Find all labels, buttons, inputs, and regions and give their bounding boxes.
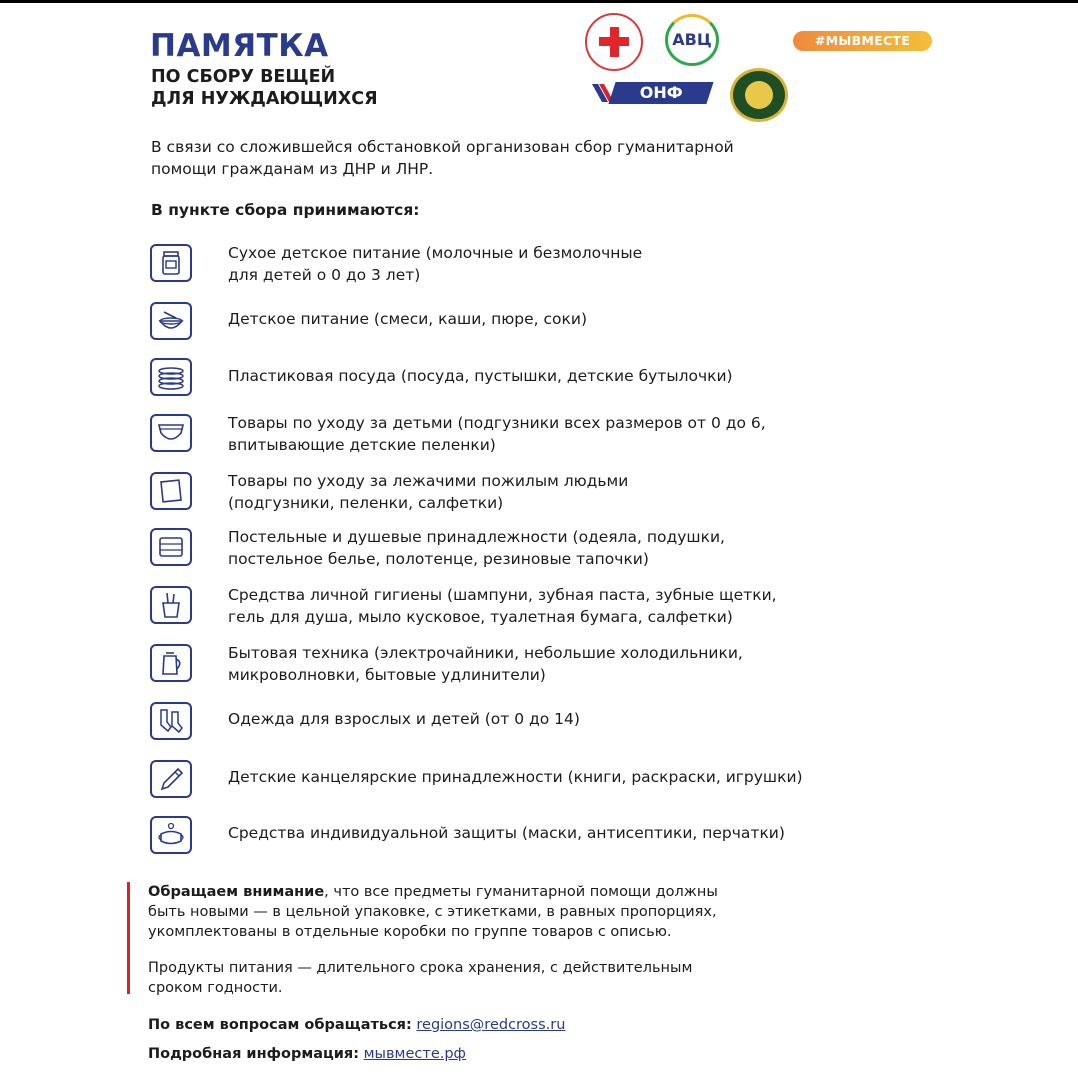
toothbrush-cup-icon	[150, 586, 192, 624]
list-item: Пластиковая посуда (посуда, пустышки, детские бутылочки)	[228, 367, 733, 385]
food-note: Продукты питания — длительного срока хранения, с действительным сроком годности.	[148, 960, 693, 996]
onf-logo	[590, 80, 712, 106]
list-item: Средства индивидуальной защиты (маски, антисептики, перчатки)	[228, 824, 785, 842]
list-item: Сухое детское питание (молочные и безмолочные для детей о 0 до 3 лет)	[228, 244, 643, 284]
kettle-icon	[150, 644, 192, 682]
intro-paragraph	[151, 136, 734, 180]
list-item: Бытовая техника (электрочайники, небольшие холодильники, микроволновки, бытовые удлинители)	[228, 644, 743, 684]
pencil-icon	[150, 760, 192, 798]
hashtag-badge	[793, 31, 932, 51]
onf-logo-text: ОНФ	[639, 83, 683, 102]
list-item: Товары по уходу за лежачими пожилым людьми (подгузники, пеленки, салфетки)	[228, 472, 629, 512]
socks-icon	[150, 702, 192, 740]
website-link[interactable]: мывместе.рф	[363, 1046, 466, 1062]
notice-paragraph: Обращаем внимание, что все предметы гуманитарной помощи должны быть новыми — в цельной упаковке, с этикетками, в равных пропорциях, укомплектованы в отдельные коробки по группе товаров с описью.	[148, 884, 718, 940]
intro-line-2: помощи гражданам из ДНР и ЛНР.	[151, 160, 434, 178]
subtitle-line-1: ПО СБОРУ ВЕЩЕЙ	[151, 67, 336, 87]
list-item: Детские канцелярские принадлежности (книги, раскраски, игрушки)	[228, 768, 803, 786]
info-contact: Подробная информация: мывместе.рф	[148, 1046, 466, 1062]
intro-line-1: В связи со сложившейся обстановкой организован сбор гуманитарной	[151, 138, 734, 156]
list-item: Постельные и душевые принадлежности (одеяла, подушки, постельное белье, полотенце, резиновые тапочки)	[228, 528, 725, 568]
notice-accent-bar	[127, 882, 130, 994]
hashtag-text: #МЫВМЕСТЕ	[814, 33, 911, 48]
red-cross-logo	[585, 13, 643, 71]
bowl-spoon-icon	[150, 302, 192, 340]
page-subtitle	[151, 66, 378, 110]
list-item: Средства личной гигиены (шампуни, зубная паста, зубные щетки, гель для душа, мыло кусковое, туалетная бумага, салфетки)	[228, 586, 777, 626]
plates-stack-icon	[150, 358, 192, 396]
questions-contact: По всем вопросам обращаться: regions@redcross.ru	[148, 1017, 566, 1033]
page-title: ПАМЯТКА	[150, 28, 329, 64]
avc-logo-text: АВЦ	[672, 30, 712, 49]
mask-icon	[150, 816, 192, 854]
subtitle-line-2: ДЛЯ НУЖДАЮЩИХСЯ	[151, 89, 378, 109]
towels-icon	[150, 528, 192, 566]
top-border-line	[0, 0, 1078, 3]
baby-food-jar-icon	[150, 244, 192, 282]
list-item: Одежда для взрослых и детей (от 0 до 14)	[228, 710, 580, 728]
diaper-icon	[150, 414, 192, 452]
list-item: Детское питание (смеси, каши, пюре, соки)	[228, 310, 588, 328]
accepted-heading: В пункте сбора принимаются:	[151, 201, 420, 219]
avc-logo	[665, 14, 719, 66]
napkin-icon	[150, 472, 192, 510]
list-item: Товары по уходу за детьми (подгузники всех размеров от 0 до 6, впитывающие детские пеленки)	[228, 414, 766, 454]
emblem-logo	[730, 68, 788, 122]
email-link[interactable]: regions@redcross.ru	[416, 1017, 566, 1033]
